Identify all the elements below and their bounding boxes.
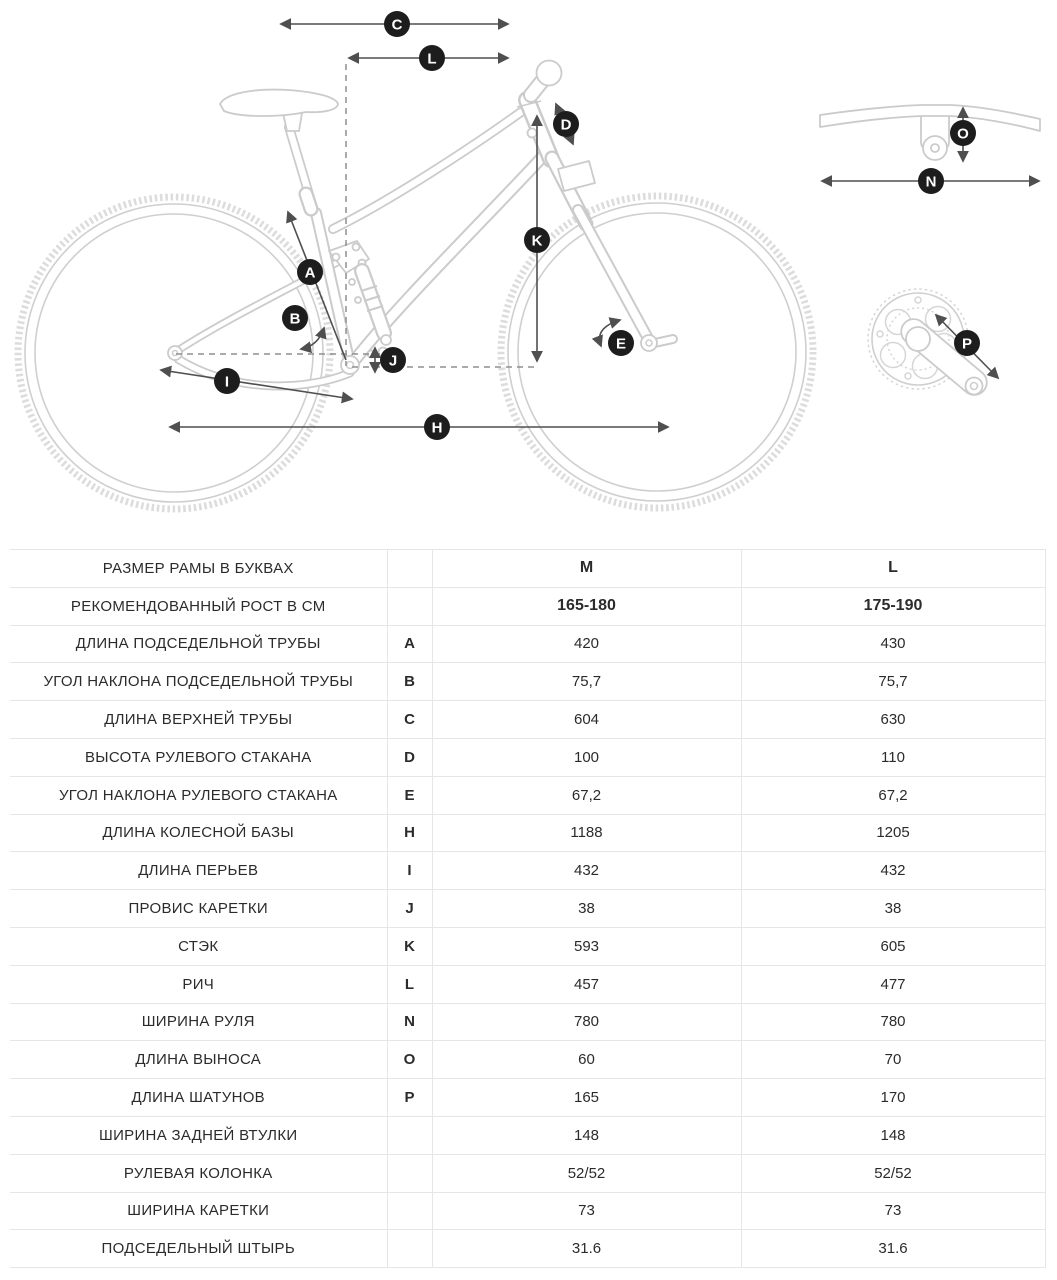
table-row bbox=[10, 550, 1045, 588]
dim-label-n bbox=[918, 168, 944, 194]
row-label: РЕКОМЕНДОВАННЫЙ РОСТ В СМ bbox=[10, 587, 387, 625]
value-l: 110 bbox=[741, 738, 1045, 776]
svg-text:L: L bbox=[427, 50, 437, 68]
value-l: 1205 bbox=[741, 814, 1045, 852]
value-l: 73 bbox=[741, 1192, 1045, 1230]
value-l: 31.6 bbox=[741, 1230, 1045, 1268]
row-letter: E bbox=[387, 776, 432, 814]
value-m: 593 bbox=[432, 927, 741, 965]
value-m: 67,2 bbox=[432, 776, 741, 814]
table-row bbox=[10, 738, 1045, 776]
svg-text:J: J bbox=[388, 352, 398, 370]
dim-label-a bbox=[297, 259, 323, 285]
row-label: РУЛЕВАЯ КОЛОНКА bbox=[10, 1154, 387, 1192]
value-m: 457 bbox=[432, 965, 741, 1003]
row-label: ДЛИНА КОЛЕСНОЙ БАЗЫ bbox=[10, 814, 387, 852]
value-m: 100 bbox=[432, 738, 741, 776]
row-label: ДЛИНА ПЕРЬЕВ bbox=[10, 852, 387, 890]
value-m: 780 bbox=[432, 1003, 741, 1041]
dim-label-d bbox=[553, 111, 579, 137]
value-m: 38 bbox=[432, 890, 741, 928]
row-label: РАЗМЕР РАМЫ В БУКВАХ bbox=[10, 550, 387, 588]
value-m: 75,7 bbox=[432, 663, 741, 701]
value-l: L bbox=[741, 550, 1045, 588]
value-l: 170 bbox=[741, 1079, 1045, 1117]
dim-label-l bbox=[419, 45, 445, 71]
handlebar-detail bbox=[820, 105, 1040, 160]
row-label: ШИРИНА ЗАДНЕЙ ВТУЛКИ bbox=[10, 1116, 387, 1154]
row-letter: O bbox=[387, 1041, 432, 1079]
row-letter: L bbox=[387, 965, 432, 1003]
dim-label-b bbox=[282, 305, 308, 331]
value-m: 73 bbox=[432, 1192, 741, 1230]
row-letter: H bbox=[387, 814, 432, 852]
svg-text:N: N bbox=[925, 173, 937, 191]
row-label: РИЧ bbox=[10, 965, 387, 1003]
svg-text:K: K bbox=[531, 232, 543, 250]
value-m: 165 bbox=[432, 1079, 741, 1117]
row-label: УГОЛ НАКЛОНА ПОДСЕДЕЛЬНОЙ ТРУБЫ bbox=[10, 663, 387, 701]
dim-label-o bbox=[950, 120, 976, 146]
svg-text:E: E bbox=[615, 335, 627, 353]
row-label: ДЛИНА ВЕРХНЕЙ ТРУБЫ bbox=[10, 701, 387, 739]
dim-label-h bbox=[424, 414, 450, 440]
table-row bbox=[10, 1041, 1045, 1079]
value-l: 175-190 bbox=[741, 587, 1045, 625]
geometry-diagram bbox=[0, 0, 1057, 540]
value-l: 630 bbox=[741, 701, 1045, 739]
value-l: 52/52 bbox=[741, 1154, 1045, 1192]
row-letter: C bbox=[387, 701, 432, 739]
row-label: ДЛИНА ВЫНОСА bbox=[10, 1041, 387, 1079]
row-label: СТЭК bbox=[10, 927, 387, 965]
value-m: 432 bbox=[432, 852, 741, 890]
value-l: 148 bbox=[741, 1116, 1045, 1154]
row-letter: K bbox=[387, 927, 432, 965]
table-row bbox=[10, 1003, 1045, 1041]
table-row bbox=[10, 1154, 1045, 1192]
svg-text:B: B bbox=[289, 310, 301, 328]
table-row bbox=[10, 663, 1045, 701]
value-l: 67,2 bbox=[741, 776, 1045, 814]
row-label: УГОЛ НАКЛОНА РУЛЕВОГО СТАКАНА bbox=[10, 776, 387, 814]
row-letter: A bbox=[387, 625, 432, 663]
row-letter: N bbox=[387, 1003, 432, 1041]
svg-text:I: I bbox=[224, 373, 230, 391]
value-m: 52/52 bbox=[432, 1154, 741, 1192]
table-row bbox=[10, 852, 1045, 890]
value-l: 432 bbox=[741, 852, 1045, 890]
row-label: ВЫСОТА РУЛЕВОГО СТАКАНА bbox=[10, 738, 387, 776]
table-row bbox=[10, 1079, 1045, 1117]
value-l: 477 bbox=[741, 965, 1045, 1003]
row-label: ПОДСЕДЕЛЬНЫЙ ШТЫРЬ bbox=[10, 1230, 387, 1268]
value-m: 604 bbox=[432, 701, 741, 739]
table-row bbox=[10, 890, 1045, 928]
table-row bbox=[10, 965, 1045, 1003]
row-letter: P bbox=[387, 1079, 432, 1117]
table-row bbox=[10, 587, 1045, 625]
geometry-table bbox=[10, 549, 1046, 1268]
svg-text:A: A bbox=[304, 264, 316, 282]
value-m: 165-180 bbox=[432, 587, 741, 625]
table-row bbox=[10, 1230, 1045, 1268]
row-letter: B bbox=[387, 663, 432, 701]
svg-text:D: D bbox=[560, 116, 572, 134]
dim-label-c bbox=[384, 11, 410, 37]
value-m: 60 bbox=[432, 1041, 741, 1079]
row-letter bbox=[387, 1192, 432, 1230]
svg-text:P: P bbox=[961, 335, 973, 353]
row-letter bbox=[387, 550, 432, 588]
row-label: ДЛИНА ШАТУНОВ bbox=[10, 1079, 387, 1117]
row-letter: D bbox=[387, 738, 432, 776]
value-l: 605 bbox=[741, 927, 1045, 965]
table-row bbox=[10, 814, 1045, 852]
row-letter: J bbox=[387, 890, 432, 928]
row-letter: I bbox=[387, 852, 432, 890]
row-label: ШИРИНА КАРЕТКИ bbox=[10, 1192, 387, 1230]
row-letter bbox=[387, 587, 432, 625]
table-row bbox=[10, 1116, 1045, 1154]
value-l: 780 bbox=[741, 1003, 1045, 1041]
table-row bbox=[10, 927, 1045, 965]
value-m: 420 bbox=[432, 625, 741, 663]
bike-frame bbox=[168, 61, 673, 386]
dim-label-k bbox=[524, 227, 550, 253]
dim-label-e bbox=[608, 330, 634, 356]
svg-text:O: O bbox=[957, 125, 969, 143]
table-row bbox=[10, 1192, 1045, 1230]
value-l: 70 bbox=[741, 1041, 1045, 1079]
row-letter bbox=[387, 1230, 432, 1268]
value-m: 1188 bbox=[432, 814, 741, 852]
svg-text:H: H bbox=[431, 419, 443, 437]
value-l: 430 bbox=[741, 625, 1045, 663]
value-m: 31.6 bbox=[432, 1230, 741, 1268]
table-row bbox=[10, 625, 1045, 663]
row-label: ПРОВИС КАРЕТКИ bbox=[10, 890, 387, 928]
dim-label-i bbox=[214, 368, 240, 394]
dim-label-j bbox=[380, 347, 406, 373]
row-letter bbox=[387, 1116, 432, 1154]
table-row bbox=[10, 701, 1045, 739]
dim-label-p bbox=[954, 330, 980, 356]
value-m: M bbox=[432, 550, 741, 588]
row-letter bbox=[387, 1154, 432, 1192]
svg-text:C: C bbox=[391, 16, 403, 34]
value-m: 148 bbox=[432, 1116, 741, 1154]
saddle bbox=[220, 90, 338, 116]
row-label: ДЛИНА ПОДСЕДЕЛЬНОЙ ТРУБЫ bbox=[10, 625, 387, 663]
value-l: 75,7 bbox=[741, 663, 1045, 701]
row-label: ШИРИНА РУЛЯ bbox=[10, 1003, 387, 1041]
table-row bbox=[10, 776, 1045, 814]
value-l: 38 bbox=[741, 890, 1045, 928]
